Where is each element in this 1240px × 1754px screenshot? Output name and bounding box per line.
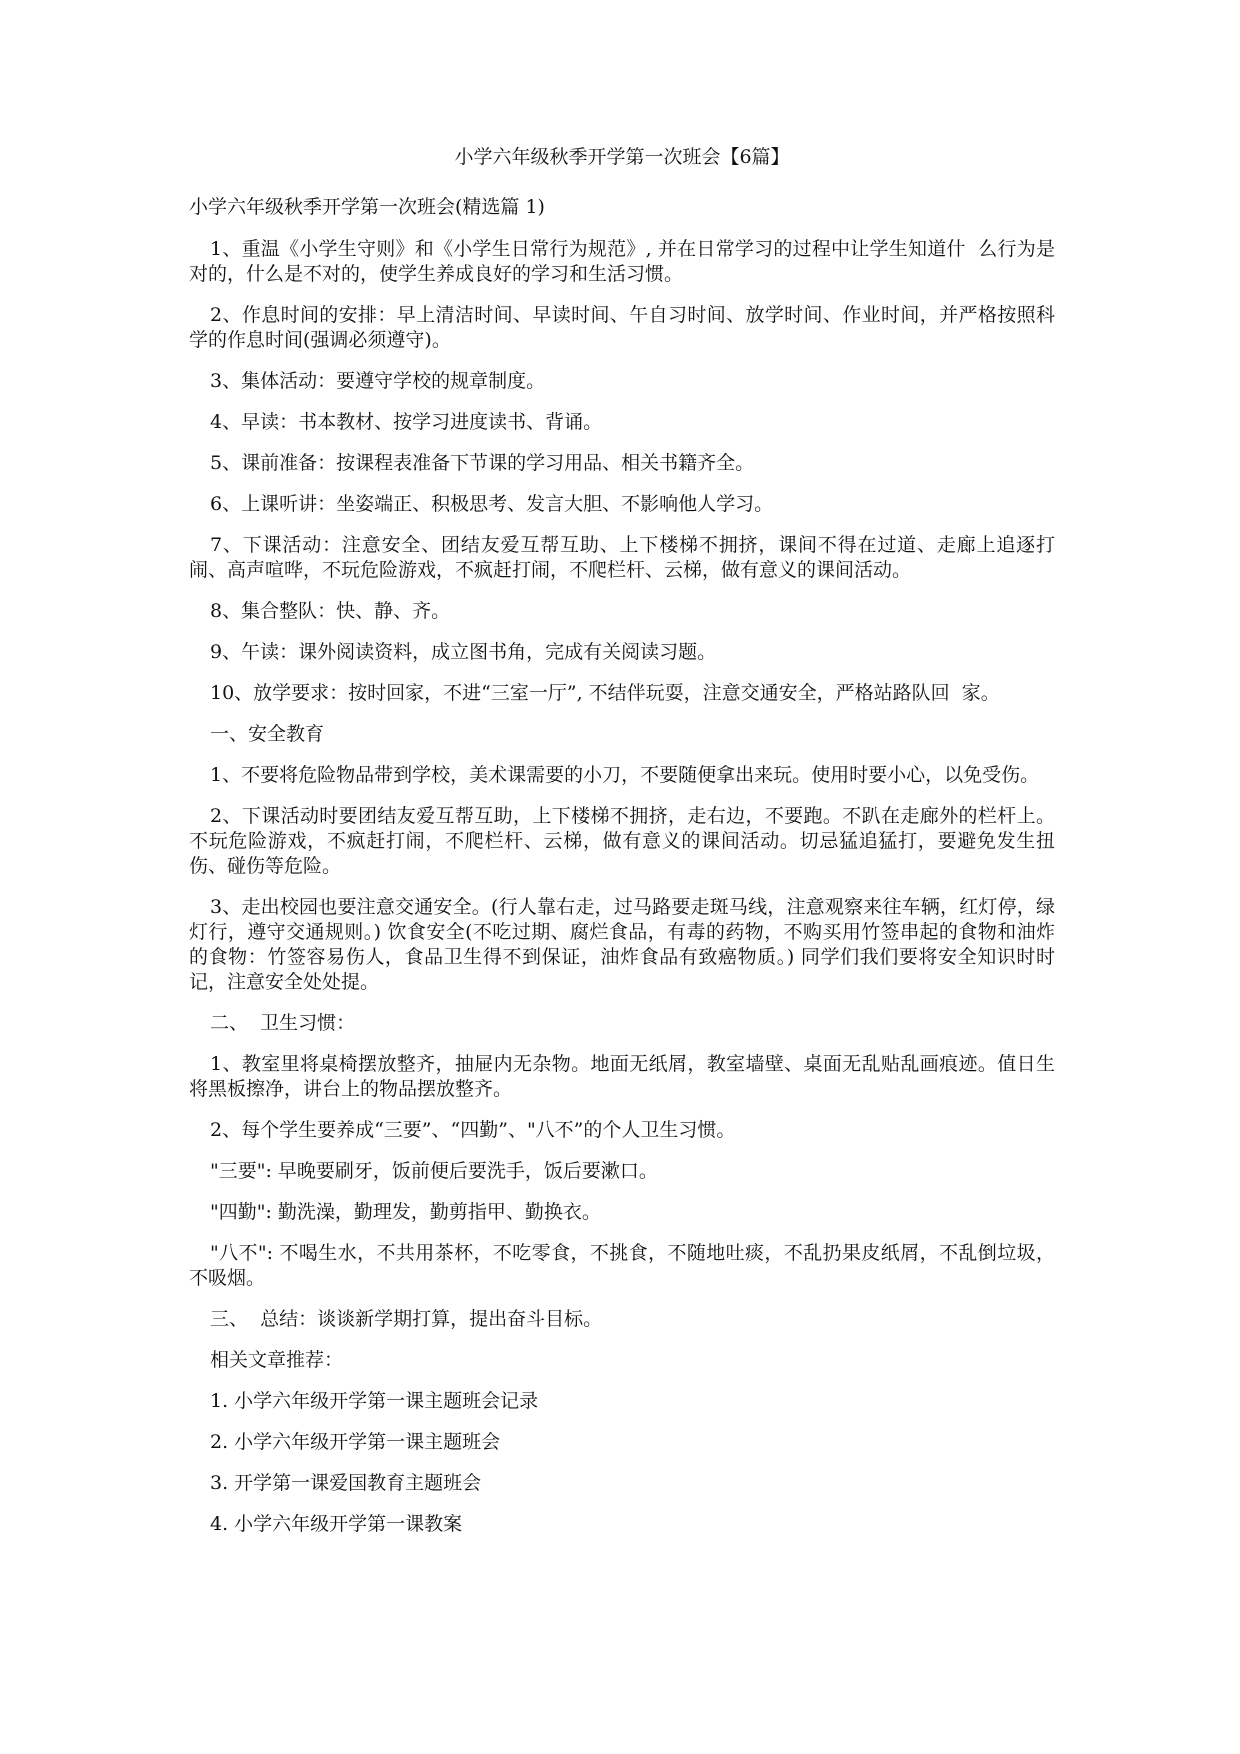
safety-paragraph-3: 3、走出校园也要注意交通安全。(行人靠右走，过马路要走斑马线，注意观察来往车辆，红灯停，绿灯行，遵守交通规则。) 饮食安全(不吃过期、腐烂食品，有毒的药物，不购买用竹签串起的食物和油炸的食物：竹签容易伤人，食品卫生得不到保证，油炸食品有致癌物质。) 同学们我们要将安全知识时时记，注意安全处处提。	[189, 896, 1055, 993]
paragraph-6: 6、上课听讲：坐姿端正、积极思考、发言大胆、不影响他人学习。	[210, 493, 774, 515]
paragraph-9: 9、午读：课外阅读资料，成立图书角，完成有关阅读习题。	[210, 641, 717, 663]
hygiene-three-musts: "三要": 早晚要刷牙，饭前便后要洗手，饭后要漱口。	[210, 1160, 658, 1182]
hygiene-eight-donts: "八不": 不喝生水，不共用茶杯，不吃零食，不挑食，不随地吐痰，不乱扔果皮纸屑，不乱倒垃圾，不吸烟。	[189, 1242, 1055, 1289]
related-article-link-4[interactable]: 4. 小学六年级开学第一课教案	[210, 1513, 463, 1535]
hygiene-paragraph-2: 2、每个学生要养成“三要”、“四勤”、"八不”的个人卫生习惯。	[210, 1119, 736, 1141]
hygiene-paragraph-1: 1、教室里将桌椅摆放整齐，抽屉内无杂物。地面无纸屑，教室墙壁、桌面无乱贴乱画痕迹。值日生将黑板擦净，讲台上的物品摆放整齐。	[189, 1053, 1055, 1100]
related-article-link-3[interactable]: 3. 开学第一课爱国教育主题班会	[210, 1472, 482, 1494]
paragraph-4: 4、早读：书本教材、按学习进度读书、背诵。	[210, 411, 603, 433]
heading-summary: 三、 总结：谈谈新学期打算，提出奋斗目标。	[210, 1308, 603, 1330]
paragraph-7: 7、下课活动：注意安全、团结友爱互帮互助、上下楼梯不拥挤，课间不得在过道、走廊上追逐打闹、高声喧哗，不玩危险游戏，不疯赶打闹，不爬栏杆、云梯，做有意义的课间活动。	[189, 534, 1055, 581]
section-heading: 小学六年级秋季开学第一次班会(精选篇 1)	[189, 196, 545, 218]
heading-hygiene-habits: 二、 卫生习惯：	[210, 1012, 356, 1034]
paragraph-3: 3、集体活动：要遵守学校的规章制度。	[210, 370, 546, 392]
safety-paragraph-1: 1、不要将危险物品带到学校，美术课需要的小刀，不要随便拿出来玩。使用时要小心，以免受伤。	[210, 764, 1040, 786]
heading-safety-education: 一、安全教育	[210, 723, 325, 745]
paragraph-10: 10、放学要求：按时回家，不进“三室一厅”, 不结伴玩耍，注意交通安全，严格站路队回 家。	[210, 682, 1000, 704]
related-article-link-1[interactable]: 1. 小学六年级开学第一课主题班会记录	[210, 1390, 539, 1412]
related-article-link-2[interactable]: 2. 小学六年级开学第一课主题班会	[210, 1431, 501, 1453]
document-page	[189, 144, 1055, 1553]
document-title: 小学六年级秋季开学第一次班会【6篇】	[454, 146, 790, 168]
paragraph-1: 1、重温《小学生守则》和《小学生日常行为规范》, 并在日常学习的过程中让学生知道什 么行为是对的，什么是不对的，使学生养成良好的学习和生活习惯。	[189, 238, 1055, 285]
safety-paragraph-2: 2、下课活动时要团结友爱互帮互助，上下楼梯不拥挤，走右边，不要跑。不趴在走廊外的栏杆上。不玩危险游戏，不疯赶打闹，不爬栏杆、云梯，做有意义的课间活动。切忌猛追猛打，要避免发生扭伤、碰伤等危险。	[189, 805, 1055, 877]
hygiene-four-diligences: "四勤": 勤洗澡，勤理发，勤剪指甲、勤换衣。	[210, 1201, 601, 1223]
paragraph-8: 8、集合整队：快、静、齐。	[210, 600, 451, 622]
paragraph-2: 2、作息时间的安排：早上清洁时间、早读时间、午自习时间、放学时间、作业时间，并严格按照科学的作息时间(强调必须遵守)。	[189, 304, 1055, 351]
paragraph-5: 5、课前准备：按课程表准备下节课的学习用品、相关书籍齐全。	[210, 452, 755, 474]
related-articles-heading: 相关文章推荐：	[210, 1349, 344, 1371]
